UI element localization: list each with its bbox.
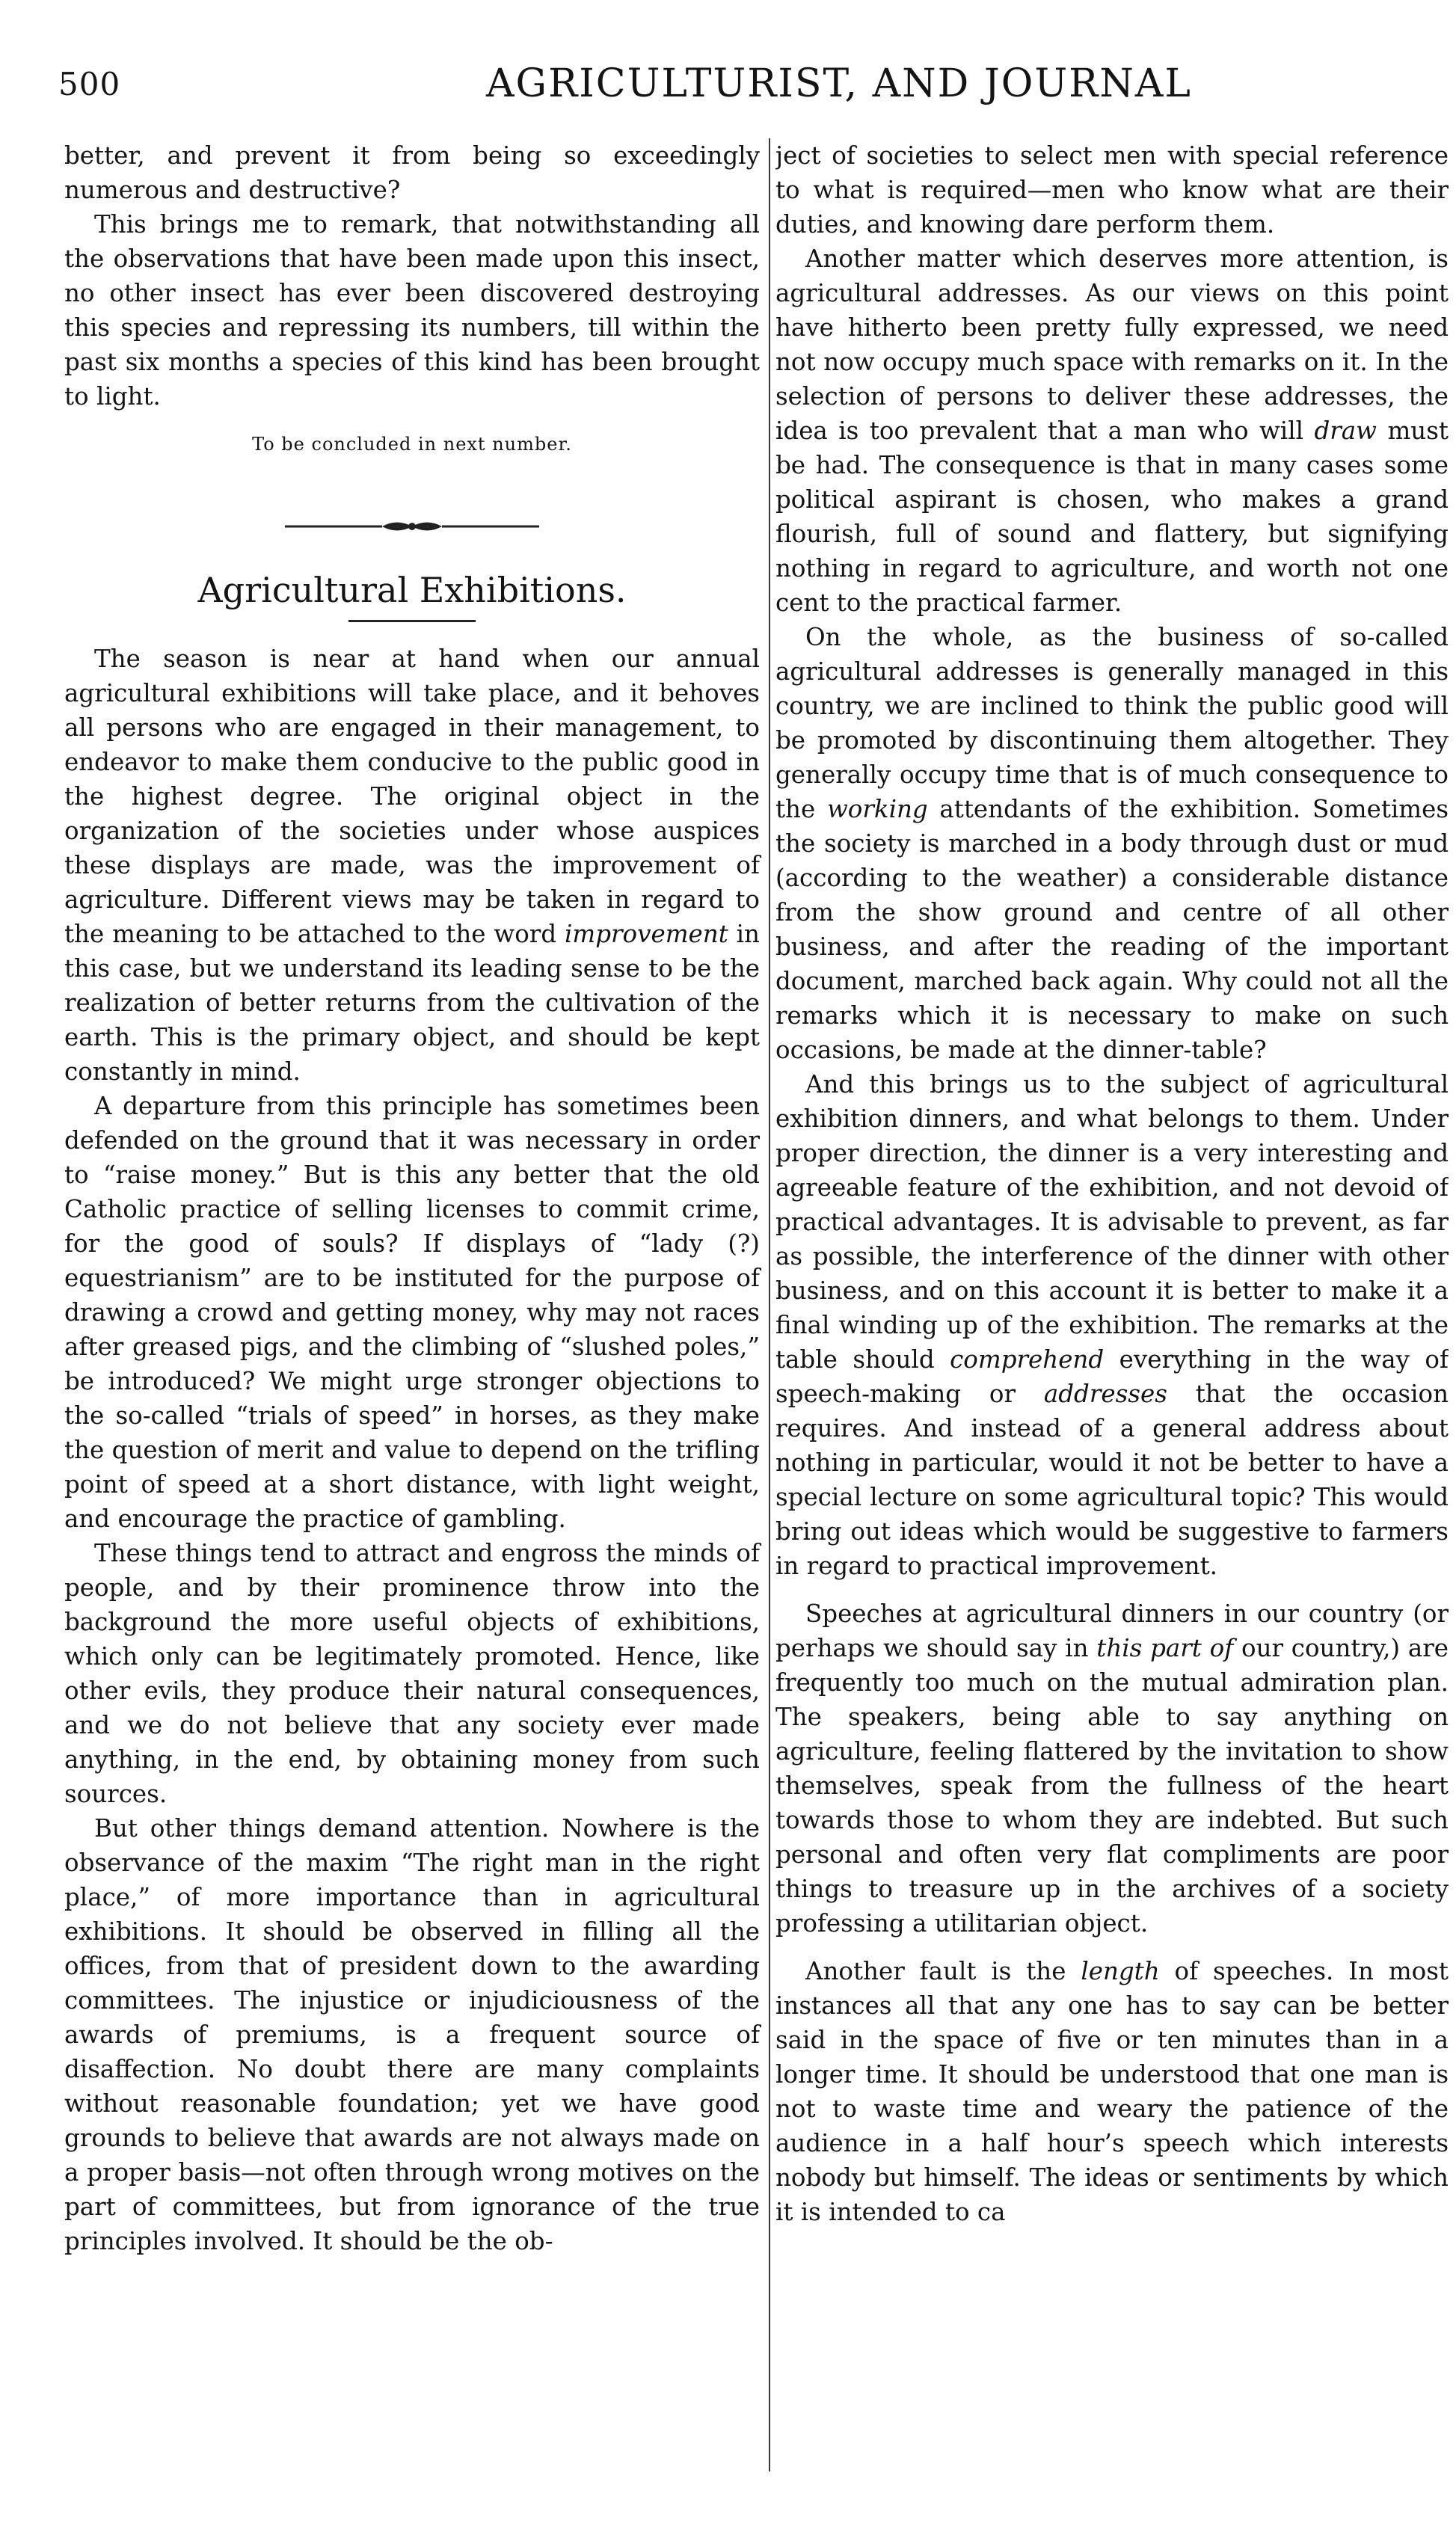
paragraph: Speeches at agricultural dinners in our country (or perhaps we should say in this part of our country,) are frequently too much on the mutual admiration plan. The speakers, being able to say anything on agriculture, feeling flattered by the invitation to show themselves, speak from the fullness of the heart towards those to whom they are indebted. But such personal and often very flat compliments are poor things to treasure up in the archives of a society professing a utilitarian object. <box>775 1600 1449 1938</box>
paragraph: better, and prevent it from being so exceedingly numerous and destructive? <box>64 141 760 204</box>
paragraph: Another fault is the length of speeches. In most instances all that any one has to say can be better said in the space of five or ten minutes than in a longer time. It should be understood that one man is not to waste time and weary the patience of the audience in a half hour’s speech which interests nobody but himself. The ideas or sentiments by which it is intended to ca <box>775 1957 1449 2226</box>
paragraph: This brings me to remark, that notwithstanding all the observations that have been made upon this insect, no other insect has ever been discovered destroying this species and repressing its numbers, till within the past six months a species of this kind has been brought to light. <box>64 210 760 411</box>
paragraph: These things tend to attract and engross the minds of people, and by their prominence throw into the background the more useful objects of exhibitions, which only can be legitimately promoted. Hence, like other evils, they produce their natural consequences, and we do not believe that any society ever made anything, in the end, by obtaining money from such sources. <box>64 1539 760 1808</box>
paragraph: ject of societies to select men with special reference to what is required—men who know what are their duties, and knowing dare perform them. <box>775 141 1449 239</box>
title-underline <box>348 620 476 622</box>
ornament-divider-icon <box>285 515 539 538</box>
paragraph: But other things demand attention. Nowhere is the observance of the maxim “The right man in the right place,” of more importance than in agricultural exhibitions. It should be observed in filling all the offices, from that of president down to the awarding committees. The injustice or injudiciousness of the awards of premiums, is a frequent source of disaffection. No doubt there are many complaints without reasonable foundation; yet we have good grounds to believe that awards are not always made on a proper basis—not often through wrong motives on the part of committees, but from ignorance of the true principles involved. It should be the ob- <box>64 1814 760 2255</box>
paragraph: Another matter which deserves more attention, is agricultural addresses. As our views on this point have hitherto been pretty fully expressed, we need not now occupy much space with remarks on it. In the selection of persons to deliver these addresses, the idea is too prevalent that a man who will draw must be had. The consequence is that in many cases some political aspirant is chosen, who makes a grand flourish, full of sound and flattery, but signifying nothing in regard to agriculture, and worth not one cent to the practical farmer. <box>775 245 1449 617</box>
paragraph: The season is near at hand when our annual agricultural exhibitions will take place, and it behoves all persons who are engaged in their management, to endeavor to make them conducive to the public good in the highest degree. The original object in the organization of the societies under whose auspices these displays are made, was the improvement of agriculture. Different views may be taken in regard to the meaning to be attached to the word improvement in this case, but we understand its leading sense to be the realization of better returns from the cultivation of the earth. This is the primary object, and should be kept constantly in mind. <box>64 645 760 1086</box>
paragraph: A departure from this principle has sometimes been defended on the ground that it was necessary in order to “raise money.” But is this any better that the old Catholic practice of selling licenses to commit crime, for the good of souls? If displays of “lady (?) equestrianism” are to be instituted for the purpose of drawing a crowd and getting money, why may not races after greased pigs, and the climbing of “slushed poles,” be introduced? We might urge stronger objections to the so-called “trials of speed” in horses, as they make the question of merit and value to depend on the trifling point of speed at a short distance, with light weight, and encourage the practice of gambling. <box>64 1092 760 1533</box>
page-header <box>0 61 1456 114</box>
continuation-note: To be concluded in next number. <box>252 434 572 455</box>
right-column <box>775 138 1449 2229</box>
running-title: AGRICULTURIST, AND JOURNAL <box>486 61 1192 106</box>
paragraph: And this brings us to the subject of agricultural exhibition dinners, and what belongs to them. Under proper direction, the dinner is a very interesting and agreeable feature of the exhibition, and not devoid of practical advantages. It is advisable to prevent, as far as possible, the interference of the dinner with other business, and on this account it is better to make it a final winding up of the exhibition. The remarks at the table should comprehend everything in the way of speech-making or addresses that the occasion requires. And instead of a general address about nothing in particular, would it not be better to have a special lecture on some agricultural topic? This would bring out ideas which would be suggestive to farmers in regard to practical improvement. <box>775 1070 1449 1580</box>
section-title: Agricultural Exhibitions. <box>197 570 627 610</box>
column-divider <box>769 138 770 2471</box>
paragraph: On the whole, as the business of so-called agricultural addresses is generally managed in this country, we are inclined to think the public good will be promoted by discontinuing them altogether. They generally occupy time that is of much consequence to the working attendants of the exhibition. Sometimes the society is marched in a body through dust or mud (according to the weather) a considerable distance from the show ground and centre of all other business, and after the reading of the important document, marched back again. Why could not all the remarks which it is necessary to make on such occasions, be made at the dinner-table? <box>775 623 1449 1064</box>
left-column <box>64 138 760 2258</box>
page-number: 500 <box>58 66 121 102</box>
